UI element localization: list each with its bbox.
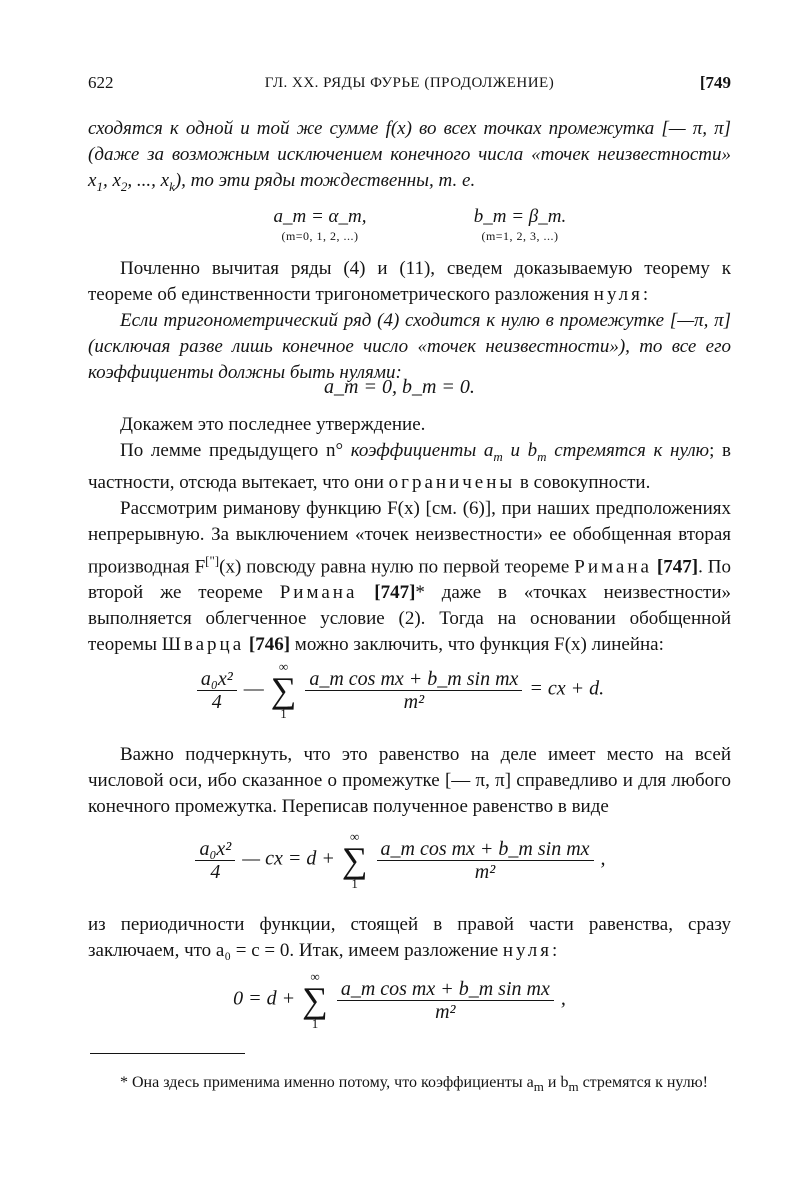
subscript: m: [493, 448, 503, 464]
paragraph-subtract: [88, 256, 731, 386]
punctuation: :: [642, 284, 649, 305]
spaced-word: нуля: [593, 284, 643, 305]
text-segment: можно заключить, что функция F(x) линейна:: [290, 634, 664, 656]
spaced-name: Римана: [279, 582, 358, 604]
section-number: [749: [699, 73, 731, 92]
sum-upper-limit: ∞: [310, 969, 320, 984]
subscript: 1: [96, 178, 103, 194]
text-segment: и b: [502, 440, 538, 461]
spaced-name: Римана: [574, 556, 652, 578]
denominator: 4: [211, 690, 222, 713]
page-header: [88, 70, 731, 96]
text-segment: в совокупности.: [515, 471, 651, 493]
equation-rewritten: [0, 830, 799, 890]
punctuation: :: [551, 940, 558, 961]
punctuation: ,: [560, 987, 566, 1010]
numerator: a₀x²: [197, 668, 237, 691]
denominator: m²: [403, 690, 425, 713]
text-segment: (x) повсюду равна нулю по первой теореме: [219, 556, 575, 578]
text-segment: из периодичности функции, стоящей в правой части равенства, сразу заключаем, что a₀ = c = 0. Итак, имеем разложение: [88, 914, 731, 961]
paragraph-whole-axis: [88, 742, 731, 820]
superscript: ["]: [205, 552, 220, 568]
text-segment: стремятся к нулю: [546, 440, 710, 461]
equation-text: b_m = β_m.: [473, 206, 567, 227]
footnote: [88, 1072, 731, 1098]
subscript: k: [169, 178, 175, 194]
equation-linear-F: [0, 660, 799, 720]
spaced-word: ограничены: [388, 471, 516, 493]
paragraph-text: Важно подчеркнуть, что это равенство на деле имеет место на всей числовой оси, ибо сказанное о промежутке [— π, π] справедливо и для любого конечного промежутка. Переписав полученное равенство в виде: [88, 744, 731, 817]
text-segment: ), то эти ряды тождественны, т. е.: [174, 170, 476, 191]
sum-lower-limit: 1: [351, 876, 358, 891]
paragraph-text: Почленно вычитая ряды (4) и (11), сведем доказываемую теорему к теореме об единственности тригонометрического разложения: [88, 258, 731, 305]
punctuation: ,: [600, 847, 606, 870]
equation-range: (m=0, 1, 2, ...): [281, 229, 359, 243]
fraction: [337, 978, 554, 1023]
spaced-name: Шварца: [161, 634, 245, 656]
text-segment: стремятся к нулю!: [578, 1074, 708, 1091]
equation-lhs: 0 = d +: [233, 987, 296, 1010]
equation-zero-expansion: [0, 970, 799, 1030]
text-segment: и b: [543, 1074, 569, 1091]
text-segment: коэффициенты a: [350, 440, 494, 461]
equation-a-m: [255, 204, 385, 242]
text-segment: . По второй же теореме: [88, 556, 731, 604]
subscript: m: [537, 448, 547, 464]
sigma-symbol: ∑: [302, 980, 328, 1020]
cross-reference: [747]: [656, 556, 699, 578]
subscript: m: [533, 1079, 544, 1095]
cross-reference: [746]: [248, 634, 291, 656]
summation: [302, 970, 328, 1030]
spaced-word: нуля: [502, 940, 552, 961]
subscript: m: [568, 1079, 579, 1095]
page-number: 622: [88, 73, 114, 92]
paragraph-prove: Докажем это последнее утверждение.: [120, 414, 426, 435]
numerator: a_m cos mx + b_m sin mx: [337, 978, 554, 1001]
equation-b-m: [455, 204, 585, 242]
subscript: 2: [120, 178, 128, 194]
equation-zero-coefficients: a_m = 0, b_m = 0.: [324, 376, 475, 398]
fraction: [305, 668, 522, 713]
sum-lower-limit: 1: [311, 1016, 319, 1031]
sum-lower-limit: 1: [280, 706, 287, 721]
equation-rhs: = cx + d.: [529, 677, 605, 700]
equation-range: (m=1, 2, 3, ...): [481, 229, 559, 243]
text-segment: ; в частности, отсюда вытекает, что они: [88, 440, 732, 493]
fraction: [195, 838, 235, 883]
numerator: a_m cos mx + b_m sin mx: [305, 668, 522, 691]
cross-reference: [747]: [374, 582, 416, 604]
operator: —: [243, 677, 264, 700]
theorem-statement: Если тригонометрический ряд (4) сходится к нулю в промежутке [—π, π] (исключая разве лишь конечное число «точек неизвестности»), то все его коэффициенты должны быть нулями:: [88, 310, 731, 383]
sum-upper-limit: ∞: [350, 829, 360, 844]
denominator: m²: [435, 1000, 456, 1023]
proof-paragraphs: [88, 412, 731, 658]
numerator: a₀x²: [195, 838, 235, 861]
text-segment: * даже в «точках неизвестности» выполняется облегченное условие (2). Тогда на основании обобщенной теоремы: [88, 582, 732, 656]
text-segment: Рассмотрим риманову функцию F(x) [см. (6)], при наших предположениях непрерывную. За выключением «точек неизвестности» ее обобщенная вторая производная F: [88, 497, 731, 578]
summation: [342, 830, 368, 890]
sigma-symbol: ∑: [270, 670, 297, 710]
text-segment: , x: [102, 170, 121, 191]
sum-upper-limit: ∞: [278, 659, 289, 674]
text-segment: [357, 582, 374, 603]
denominator: m²: [474, 860, 496, 883]
numerator: a_m cos mx + b_m sin mx: [377, 838, 594, 861]
sigma-symbol: ∑: [341, 840, 368, 880]
equation-text: a_m = α_m,: [273, 206, 367, 227]
fraction: [377, 838, 594, 883]
text-segment: , ..., x: [127, 170, 170, 191]
summation: [271, 660, 297, 720]
denominator: 4: [210, 860, 221, 883]
paragraph-lemma: [88, 438, 731, 496]
paragraph-riemann-function: [88, 496, 731, 658]
running-title: ГЛ. XX. РЯДЫ ФУРЬЕ (ПРОДОЛЖЕНИЕ): [264, 75, 555, 91]
paragraph-periodicity: [88, 912, 731, 964]
text-segment: По лемме предыдущего n°: [120, 440, 351, 461]
fraction: [197, 668, 237, 713]
text-segment: сходятся к одной и той же сумме f(x) во всех точках промежутка [— π, π] (даже за возможным исключением конечного числа «точек неизвестности» x: [88, 118, 731, 191]
text-segment: * Она здесь применима именно потому, что коэффициенты a: [120, 1074, 534, 1091]
theorem-conclusion: [88, 116, 731, 200]
equation-middle: — cx = d +: [242, 847, 335, 870]
footnote-divider: [90, 1053, 245, 1054]
